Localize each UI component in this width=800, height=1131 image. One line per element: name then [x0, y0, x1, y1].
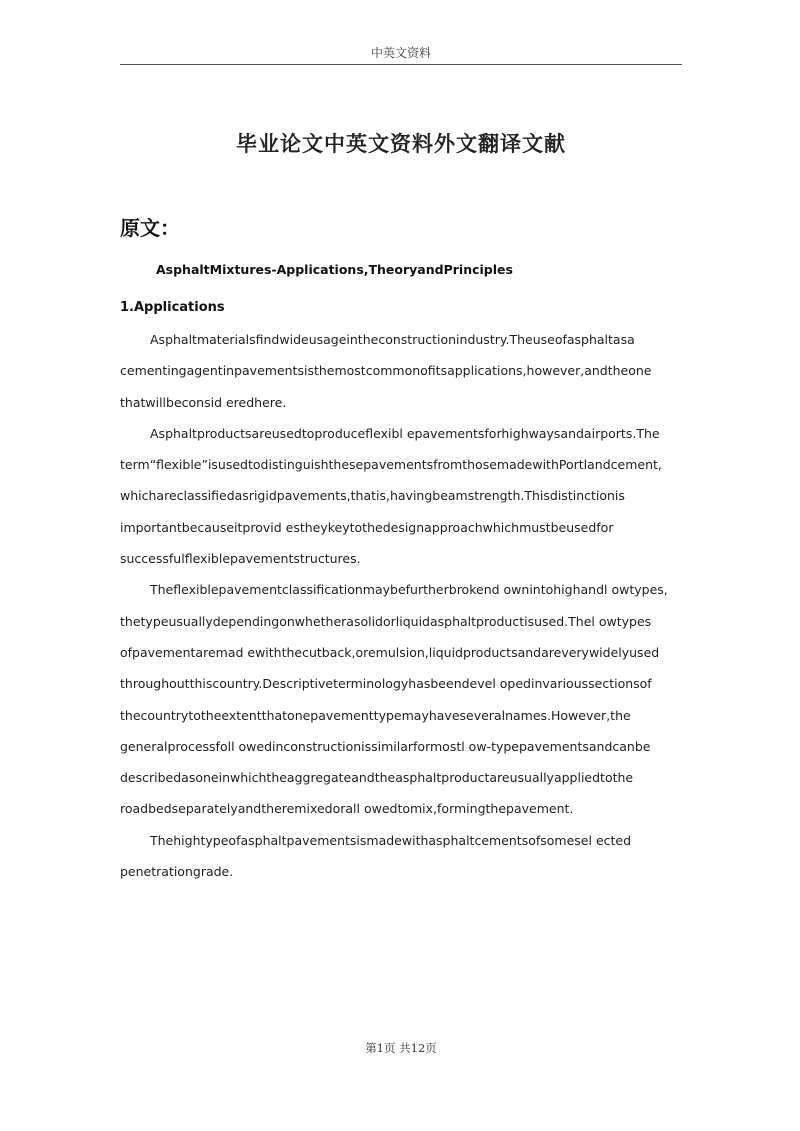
paragraph-line: generalprocessfoll owedinconstructionissimilarformostl ow-typepavementsandcanbe: [120, 738, 651, 754]
page-footer: 第1页 共12页: [365, 1041, 437, 1055]
paragraph-line: thecountrytotheextentthatonepavementtypemayhaveseveralnames.However,the: [120, 707, 631, 723]
paragraph: [120, 579, 682, 829]
article-title: AsphaltMixtures-Applications,TheoryandPrinciples: [156, 262, 513, 277]
paragraph-line: ofpavementaremad ewiththecutback,oremulsion,liquidproductsandareverywidelyused: [120, 644, 660, 660]
paragraph: [120, 830, 682, 893]
paragraph-line: throughoutthiscountry.Descriptiveterminologyhasbeendevel opedinvarioussectionsof: [120, 676, 652, 692]
paragraph-line: Theflexiblepavementclassificationmaybefurtherbrokend ownintohighandl owtypes,: [150, 582, 668, 598]
paragraph-line: cementingagentinpavementsisthemostcommonofitsapplications,however,andtheone: [120, 363, 652, 379]
paragraph-line: Asphaltproductsareusedtoproduceflexibl epavementsforhighwaysandairports.The: [150, 425, 660, 441]
paragraph-line: thatwillbeconsid eredhere.: [120, 394, 287, 410]
paragraph-line: Asphaltmaterialsfindwideusageintheconstructionindustry.Theuseofasphaltasa: [150, 332, 635, 347]
paragraph-line: penetrationgrade.: [120, 864, 234, 880]
paragraph: [120, 423, 682, 579]
paragraph-line: describedasoneinwhichtheaggregateandtheasphaltproductareusuallyappliedtothe: [120, 770, 634, 786]
paragraph: [120, 329, 682, 423]
subsection-heading: 1.Applications: [120, 300, 225, 315]
paragraph-line: whichareclassifiedasrigidpavements,thatis,havingbeamstrength.Thisdistinctionis: [120, 488, 625, 504]
page-header: 中英文资料: [370, 46, 431, 60]
paragraph-line: importantbecauseitprovid estheykeytothedesignapproachwhichmustbeusedfor: [120, 519, 614, 535]
paragraph-line: roadbedseparatelyandtheremixedorall owedtomix,formingthepavement.: [120, 801, 574, 817]
header-divider: [120, 64, 682, 65]
body-text: [120, 329, 682, 892]
paragraph-line: successfulflexiblepavementstructures.: [120, 551, 361, 567]
paragraph-line: thetypeusuallydependingonwhetherasolidorliquidasphaltproductisused.Thel owtypes: [120, 613, 652, 629]
paragraph-line: term“flexible”isusedtodistinguishthesepavementsfromthosemadewithPortlandcement,: [120, 457, 662, 473]
section-heading: 原文：: [120, 216, 180, 240]
paragraph-line: Thehightypeofasphaltpavementsismadewithasphaltcementsofsomesel ected: [150, 832, 632, 848]
document-title: 毕业论文中英文资料外文翻译文献: [236, 132, 566, 156]
